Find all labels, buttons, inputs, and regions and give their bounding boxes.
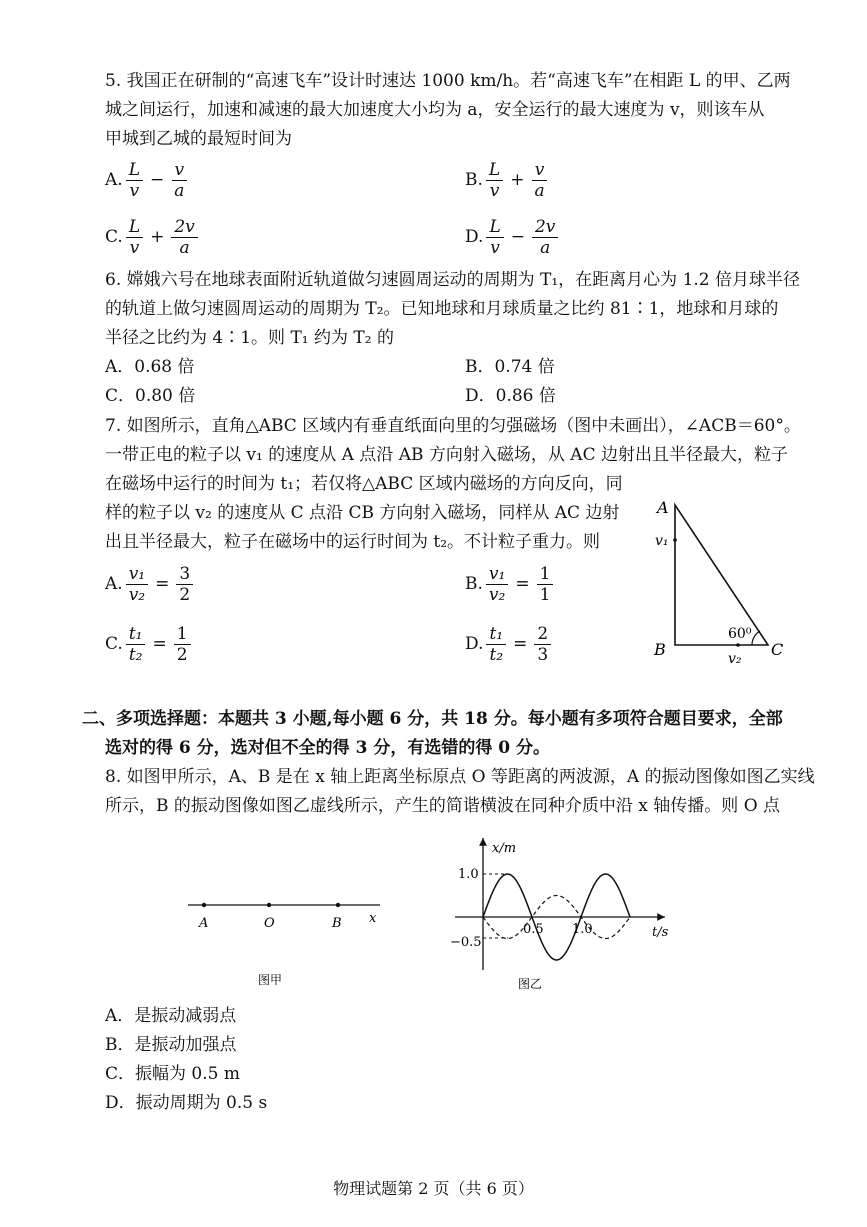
q7-line-5: 出且半径最大，粒子在磁场中的运行时间为 t₂。不计粒子重力。则 (105, 532, 601, 552)
fraction (176, 564, 193, 605)
operator: − (510, 227, 525, 247)
triangle-abc (675, 505, 768, 645)
fraction (126, 217, 143, 258)
denominator: v (489, 180, 500, 201)
numerator: 2v (171, 217, 197, 238)
q7-option-a: A. $\frac{\text{v₁}}{\text{v₂}}$ = $\frac{3}{2}$ (105, 562, 196, 606)
y-tick-1-0: 1.0 (458, 867, 479, 882)
label-x: x (369, 911, 377, 926)
section-2-heading-line-2: 选对的得 6 分，选对但不全的得 3 分，有选错的得 0 分。 (105, 738, 550, 758)
numerator: v₁ (126, 564, 148, 585)
denominator: a (540, 237, 551, 258)
denominator: t₂ (128, 644, 143, 665)
t-tick-1-0: 1.0 (572, 922, 593, 937)
fraction (171, 217, 197, 258)
q8-option-a: A．是振动减弱点 (105, 1006, 237, 1026)
q8-option-d: D．振动周期为 0.5 s (105, 1093, 268, 1113)
option-letter: B. (465, 574, 483, 594)
caption-jia: 图甲 (258, 973, 283, 987)
denominator: a (179, 237, 190, 258)
numerator: 2 (534, 624, 551, 645)
q8-option-b: B．是振动加强点 (105, 1035, 237, 1055)
q5-line-1: 5. 我国正在研制的“高速飞车”设计时速达 1000 km/h。若“高速飞车”在相距 L 的甲、乙两 (105, 71, 791, 91)
q8-figure-jia (180, 880, 390, 995)
q7-line-1: 7. 如图所示，直角△ABC 区域内有垂直纸面向里的匀强磁场（图中未画出），∠ACB＝60°。 (105, 416, 801, 436)
numerator: L (126, 217, 143, 238)
numerator: v (172, 160, 188, 181)
q5-option-b (465, 158, 551, 202)
q7-option-b: B. $\frac{\text{v₁}}{\text{v₂}}$ = $\frac{1}{1}$ (465, 562, 556, 606)
option-letter: D. (465, 634, 484, 654)
q7-line-2: 一带正电的粒子以 v₁ 的速度从 A 点沿 AB 方向射入磁场，从 AC 边射出且半径最大，粒子 (105, 445, 788, 465)
vertex-c-label: C (771, 640, 784, 659)
t-tick-0-5: 0.5 (523, 922, 544, 937)
q6-line-3: 半径之比约为 4∶1。则 T₁ 约为 T₂ 的 (105, 328, 394, 348)
q8-line-2: 所示，B 的振动图像如图乙虚线所示，产生的简谐横波在同种介质中沿 x 轴传播。则 O 点 (105, 796, 781, 816)
numerator: L (126, 160, 143, 181)
q8-option-c: C．振幅为 0.5 m (105, 1064, 240, 1084)
q6-option-d: D．0.86 倍 (465, 386, 556, 406)
denominator: v₂ (488, 584, 506, 605)
numerator: v₁ (486, 564, 508, 585)
q5-line-2: 城之间运行，加速和减速的最大加速度大小均为 a，安全运行的最大速度为 v，则该车从 (105, 100, 765, 120)
fraction (532, 217, 558, 258)
option-letter: A. (105, 574, 123, 594)
q7-option-d: D. $\frac{\text{t₁}}{\text{t₂}}$ = $\frac{2}{3}$ (465, 622, 554, 666)
fraction (486, 217, 503, 258)
label-b: B (332, 916, 342, 931)
caption-yi: 图乙 (518, 977, 543, 991)
q7-line-3: 在磁场中运行的时间为 t₁；若仅将△ABC 区域内磁场的方向反向，同 (105, 474, 623, 494)
denominator: v₂ (128, 584, 146, 605)
denominator: a (534, 180, 545, 201)
denominator: a (174, 180, 185, 201)
fraction (171, 160, 187, 201)
q7-option-c: C. $\frac{\text{t₁}}{\text{t₂}}$ = $\frac{1}{2}$ (105, 622, 194, 666)
q6-line-2: 的轨道上做匀速圆周运动的周期为 T₂。已知地球和月球质量之比约 81∶1，地球和月球的 (105, 299, 779, 319)
numerator: 1 (537, 564, 554, 585)
q7-line-4: 样的粒子以 v₂ 的速度从 C 点沿 CB 方向射入磁场，同样从 AC 边射 (105, 503, 620, 523)
option-letter: C. (105, 634, 123, 654)
option-letter: D. (465, 227, 484, 247)
v1-mark (673, 538, 677, 542)
denominator: t₂ (489, 644, 504, 665)
q6-option-a: A．0.68 倍 (105, 357, 195, 377)
label-o: O (264, 916, 275, 931)
fraction (537, 564, 554, 605)
numerator: v (532, 160, 548, 181)
q7-triangle-figure (640, 495, 800, 670)
angle-arc (752, 631, 760, 645)
q6-line-1: 6. 嫦娥六号在地球表面附近轨道做匀速圆周运动的周期为 T₁，在距离月心为 1.2 倍月球半径 (105, 270, 801, 290)
q5-line-3: 甲城到乙城的最短时间为 (105, 129, 292, 149)
option-letter: C. (105, 227, 123, 247)
numerator: t₁ (126, 624, 146, 645)
point-o (267, 903, 271, 907)
q8-figure-yi (420, 830, 680, 995)
fraction (174, 624, 191, 665)
q5-option-a (105, 158, 190, 202)
numerator: 1 (174, 624, 191, 645)
denominator: 1 (539, 584, 551, 605)
denominator: v (490, 237, 500, 258)
fraction (486, 160, 503, 201)
fraction (126, 160, 143, 201)
vertex-a-label: A (657, 498, 669, 517)
vertex-b-label: B (654, 640, 666, 659)
denominator: 2 (179, 584, 191, 605)
fraction (486, 564, 508, 605)
q6-option-c: C．0.80 倍 (105, 386, 196, 406)
point-b (336, 903, 340, 907)
label-a: A (199, 916, 209, 931)
point-a (202, 903, 206, 907)
numerator: 2v (532, 217, 558, 238)
fraction (486, 624, 506, 665)
fraction (126, 624, 146, 665)
v2-mark (736, 643, 740, 647)
option-letter: A. (105, 170, 123, 190)
q5-option-d (465, 215, 561, 259)
q6-option-b: B．0.74 倍 (465, 357, 555, 377)
fraction (534, 624, 551, 665)
angle-label: 60⁰ (728, 626, 752, 642)
numerator: L (486, 217, 503, 238)
y-axis-label: x/m (492, 841, 517, 856)
operator: + (510, 170, 525, 190)
page-footer: 物理试题第 2 页（共 6 页） (333, 1179, 534, 1198)
v2-label: v₂ (728, 651, 742, 667)
section-2-heading-line-1: 二、多项选择题：本题共 3 小题,每小题 6 分，共 18 分。每小题有多项符合题目要求，全部 (82, 709, 783, 729)
fraction (531, 160, 547, 201)
fraction (126, 564, 148, 605)
option-letter: B. (465, 170, 483, 190)
v1-label: v₁ (655, 533, 669, 549)
numerator: L (486, 160, 503, 181)
t-axis-label: t/s (652, 925, 669, 940)
q5-option-c (105, 215, 201, 259)
numerator: t₁ (486, 624, 506, 645)
operator: − (149, 170, 165, 190)
denominator: 3 (537, 644, 549, 665)
denominator: v (129, 237, 140, 258)
y-tick-neg-0-5: −0.5 (450, 935, 482, 950)
denominator: v (129, 180, 140, 201)
denominator: 2 (176, 644, 188, 665)
q8-line-1: 8. 如图甲所示，A、B 是在 x 轴上距离坐标原点 O 等距离的两波源，A 的振动图像如图乙实线 (105, 767, 815, 787)
numerator: 3 (176, 564, 193, 585)
operator: + (150, 227, 165, 247)
